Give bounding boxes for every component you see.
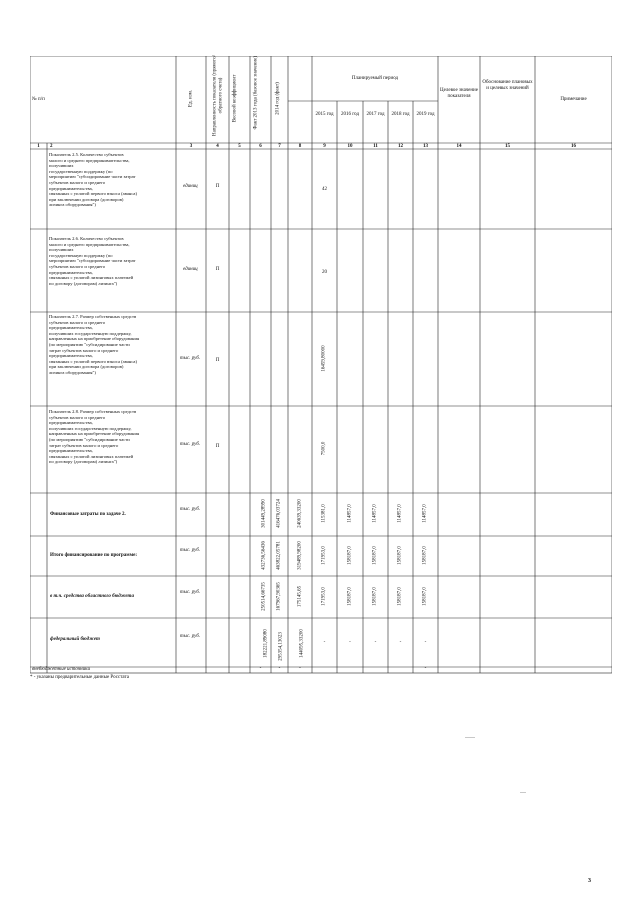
finance-regional-unit: тыс. руб. [180, 590, 201, 595]
row-2-7-unit: тыс. руб. [180, 356, 201, 361]
offbudget-v2: - [278, 666, 281, 671]
row-2-7-description: Показатель 2.7. Размер собственных средств субъектов малого и среднего предпринимательства, получивших государственную поддержку, направленных на приобретение оборудования (по мероприятию "субсидирование части затрат субъектов малого и среднего предпринимательства, связанных с уплатой первого взноса (аванса) при заключении договора (договоров) лизинга оборудования") [49, 314, 140, 375]
col-number-7: 7 [278, 144, 281, 149]
finance-federal-v-2019: - [399, 640, 402, 645]
header-fact-2013: Факт 2013 года (базовое значение) [253, 56, 259, 130]
finance-regional-v-2018: 158187,0 [372, 587, 378, 606]
finance-task2-v-fact2013: 301449,28990 [261, 499, 267, 528]
finance-federal-v-2015: 144095,33200 [299, 629, 305, 658]
finance-federal-unit: тыс. руб. [180, 634, 201, 639]
finance-federal-v-2016: - [323, 640, 326, 645]
finance-total-v-2015: 319489,98200 [297, 541, 303, 570]
finance-regional-v-2016: 171953,0 [321, 587, 327, 606]
header-year-2015: 2015 год [315, 112, 334, 117]
finance-task2-v-2016: 115381,0 [321, 504, 327, 523]
header-year-2016: 2016 год [340, 112, 360, 117]
footnote: * - указаны предварительные данные Росстата [30, 675, 129, 680]
row-2-5-description: Показатель 2.5. Количество субъектов малого и среднего предпринимательства, получивших государственную поддержку (по мероприятию "субсидирование части затрат субъектов малого и среднего предпринимательства, связанных с уплатой первого взноса (аванса) при заключении договора (договоров) лизинга оборудования") [49, 152, 137, 208]
finance-task2-v-2014: 416476,03724 [276, 499, 282, 528]
finance-federal-v-2017: - [349, 640, 351, 645]
col-number-3: 3 [189, 144, 193, 149]
finance-regional-v-2019: 158187,0 [397, 587, 403, 606]
row-2-7-direction: П [215, 358, 220, 363]
finance-total-v-2020: 158187,0 [422, 546, 428, 565]
col-number-2: 2 [50, 144, 53, 149]
row-2-8-direction: П [215, 444, 220, 449]
finance-regional-v-2015: 175145,65 [297, 585, 303, 608]
header-direction: Направленность показателя (прямого/обратного счета) [212, 55, 223, 136]
row-2-8-description: Показатель 2.8. Размер собственных средств субъектов малого и среднего предпринимательства, получивших государственную поддержку, направленных на приобретение оборудования (по мероприятию "субсидирование части затрат субъектов малого и среднего предпринимательства, связанных с уплатой лизинговых платежей по договору (договорам) лизинга") [49, 409, 140, 465]
finance-regional-v-2020: 158187,0 [422, 587, 428, 606]
finance-regional-label: в т.ч. средства областного бюджета [50, 594, 134, 599]
finance-task2-v-2017: 114857,0 [347, 504, 353, 523]
header-year-2018: 2018 год [391, 112, 410, 117]
col-number-8: 8 [298, 144, 302, 149]
finance-federal-v-fact2013: 182221,89080 [263, 629, 269, 658]
row-2-6-value-2015: 20 [322, 270, 327, 275]
header-weight: Весовой коэффициент [232, 74, 238, 123]
row-2-5-value-2015: 42 [322, 187, 327, 192]
header-year-2017: 2017 год [366, 112, 385, 117]
finance-total-unit: тыс. руб. [180, 548, 201, 553]
header-target: Целевое значение показателя [440, 88, 478, 99]
offbudget-v4: - [424, 666, 427, 671]
finance-total-v-2019: 158187,0 [397, 546, 403, 565]
col-number-9: 9 [323, 144, 326, 149]
col-number-13: 13 [423, 144, 428, 149]
offbudget-label: внебюджетные источники [32, 667, 90, 672]
finance-federal-label: федеральный бюджет [50, 637, 100, 642]
finance-total-v-2016: 171953,0 [321, 546, 327, 565]
finance-total-v-2014: 463822,05781 [276, 541, 282, 570]
finance-regional-v-fact2013: 250514,66735 [261, 582, 267, 611]
row-2-6-direction: П [215, 267, 220, 272]
row-2-6-description: Показатель 2.6. Количество субъектов малого и среднего предпринимательства, получивших государственную поддержку (по мероприятию "субсидирование части затрат субъектов малого и среднего предпринимательства, связанных с уплатой лизинговых платежей по договору (договорам) лизинга") [49, 236, 136, 286]
header-num: № п/п [32, 97, 45, 102]
offbudget-v3: - [299, 666, 301, 671]
col-number-11: 11 [373, 144, 378, 149]
header-year-2019: 2019 год [416, 112, 435, 117]
col-number-6: 6 [259, 144, 262, 149]
finance-task2-v-2018: 114857,0 [372, 504, 378, 523]
scan-mark [465, 737, 475, 738]
row-2-6-unit: единиц [183, 267, 198, 272]
header-planned-period: Планируемый период [351, 76, 399, 81]
finance-total-label: Итого финансирование по программе: [50, 553, 138, 558]
header-2014: 2014 год (факт) [275, 82, 281, 115]
finance-task2-v-2019: 114857,0 [397, 504, 403, 523]
finance-regional-v-2014: 167967,90365 [276, 582, 282, 611]
col-number-1: 1 [37, 144, 40, 149]
header-unit: Ед. изм. [188, 89, 194, 108]
finance-total-v-fact2013: 432736,56436 [261, 541, 267, 570]
header-note: Примечание [560, 97, 587, 102]
col-number-12: 12 [398, 144, 403, 149]
header-justification: Обоснование плановых и целевых значений [482, 80, 533, 91]
row-2-7-value-2015: 16459,80000 [321, 345, 327, 372]
finance-task2-label: Финансовые затраты по задаче 2. [50, 512, 126, 517]
row-2-5-unit: единиц [183, 184, 198, 189]
finance-total-v-2018: 158187,0 [372, 546, 378, 565]
finance-federal-v-2020: - [424, 640, 427, 645]
page-number: 3 [588, 878, 591, 884]
finance-federal-v-2018: - [374, 640, 377, 645]
col-number-14: 14 [456, 144, 462, 149]
finance-regional-v-2017: 158187,0 [347, 587, 353, 606]
row-2-5-direction: П [215, 184, 220, 189]
indicator-table [30, 56, 612, 674]
finance-task2-v-2015: 240639,33200 [297, 499, 303, 528]
finance-task2-v-2020: 114857,0 [422, 504, 428, 523]
finance-task2-unit: тыс. руб. [180, 507, 201, 512]
offbudget-v1: - [259, 666, 262, 671]
scan-mark [520, 792, 526, 793]
col-number-10: 10 [347, 144, 353, 149]
col-number-15: 15 [505, 144, 510, 149]
finance-total-v-2017: 158187,0 [347, 546, 353, 565]
finance-federal-v-2014: 295354,13023 [278, 632, 284, 661]
col-number-16: 16 [571, 144, 576, 149]
col-number-5: 5 [238, 144, 241, 149]
row-2-8-unit: тыс. руб. [180, 442, 201, 447]
col-number-4: 4 [216, 144, 219, 149]
row-2-8-value-2015: 7500,0 [321, 441, 327, 456]
